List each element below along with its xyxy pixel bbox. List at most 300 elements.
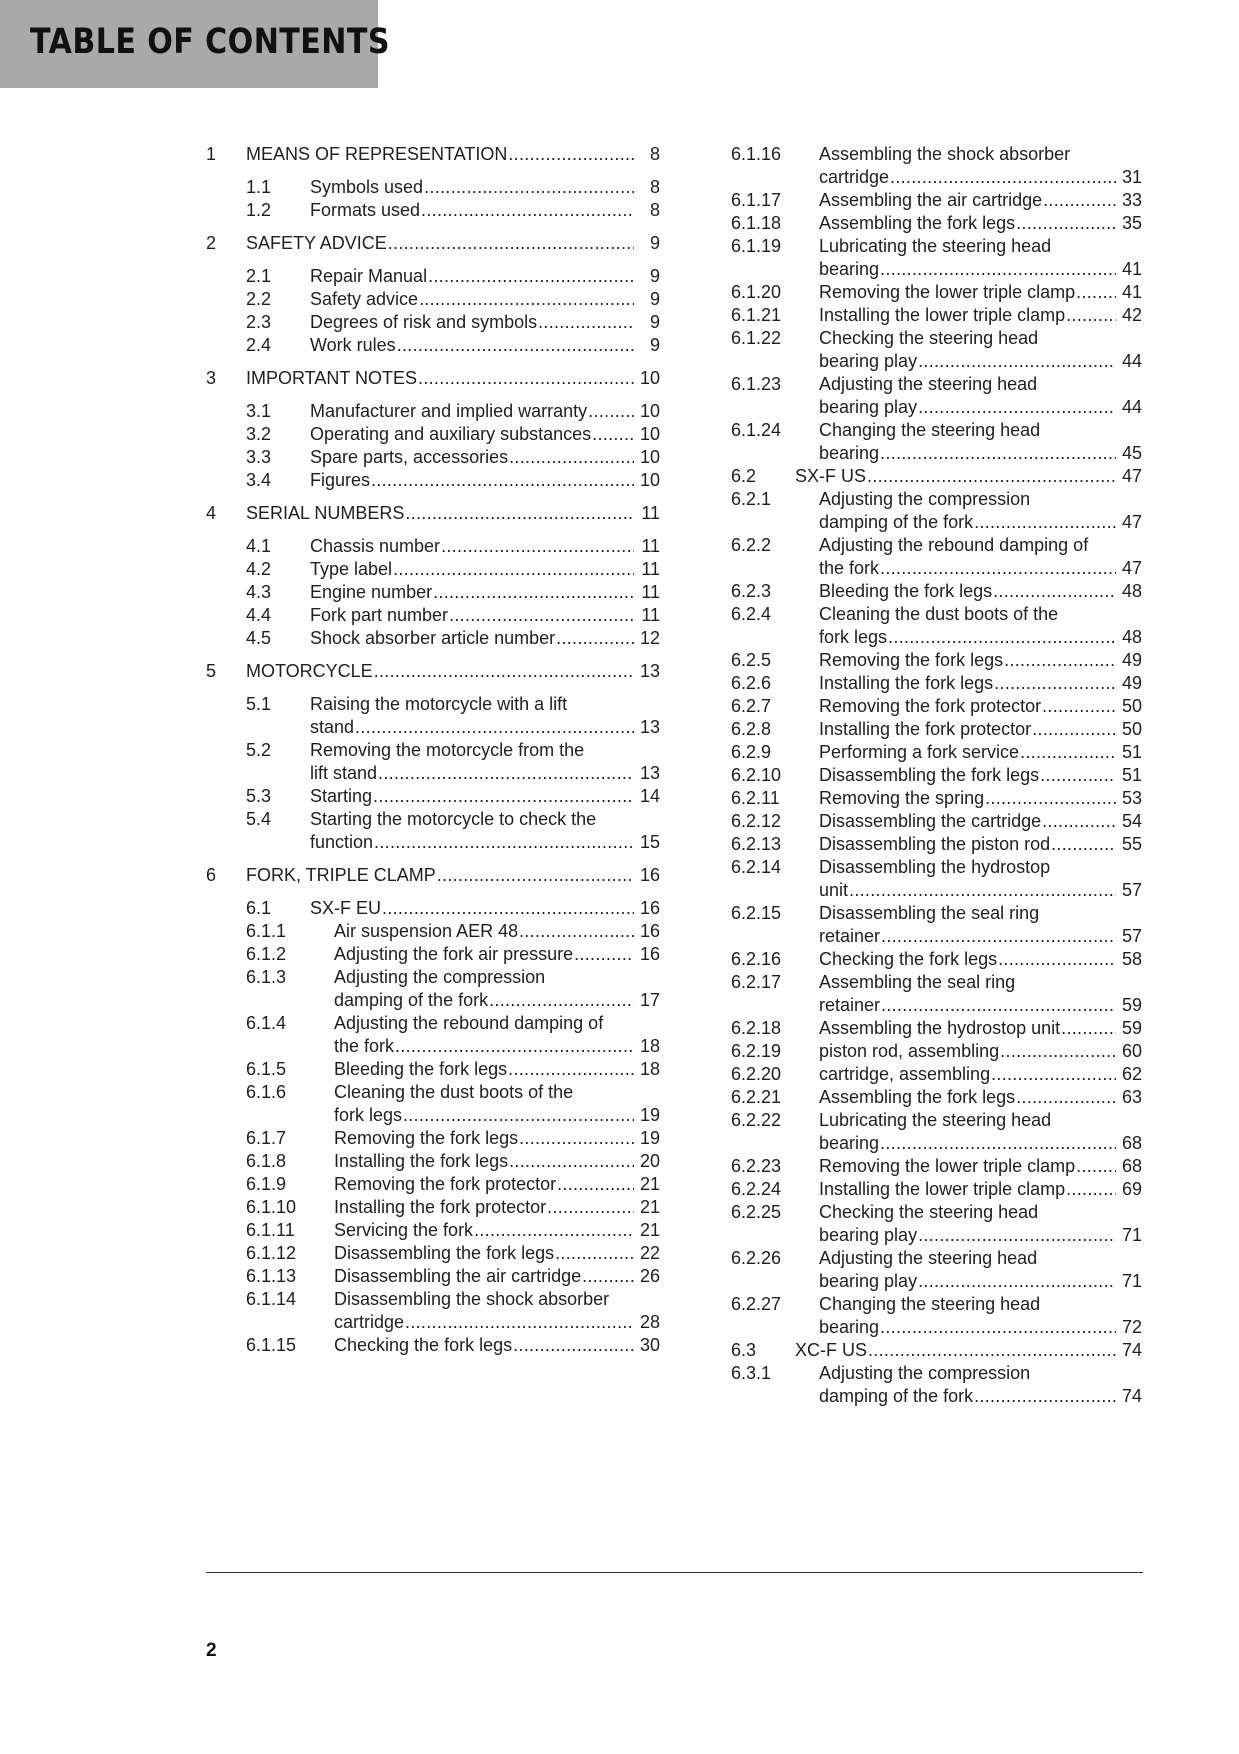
toc-entry-title: Figures — [310, 470, 371, 490]
toc-entry-title: Adjusting the steering head — [819, 1248, 1038, 1268]
toc-entry[interactable] — [731, 304, 1142, 327]
toc-entry-page: 10 — [639, 447, 660, 467]
dot-leader — [509, 1150, 634, 1173]
toc-entry-number: 3 — [206, 368, 217, 388]
toc-entry[interactable] — [206, 660, 660, 683]
toc-entry-page: 9 — [649, 233, 660, 253]
toc-entry[interactable] — [731, 856, 1142, 902]
dot-leader — [397, 334, 634, 357]
dot-leader — [519, 1127, 634, 1150]
toc-entry-page: 17 — [639, 990, 660, 1010]
toc-entry-title: FORK, TRIPLE CLAMP — [246, 865, 436, 885]
toc-entry-page: 9 — [649, 335, 660, 355]
toc-entry-page: 15 — [639, 832, 660, 852]
toc-entry-title: Assembling the hydrostop unit — [819, 1018, 1061, 1038]
toc-entry-page: 22 — [639, 1243, 660, 1263]
toc-entry-title: Engine number — [310, 582, 433, 602]
toc-entry[interactable] — [206, 232, 660, 255]
dot-leader — [588, 400, 634, 423]
dot-leader — [403, 1104, 634, 1127]
toc-entry[interactable] — [731, 373, 1142, 419]
toc-entry[interactable] — [731, 787, 1142, 810]
toc-entry[interactable] — [731, 1178, 1142, 1201]
toc-entry-title: cartridge, assembling — [819, 1064, 991, 1084]
toc-entry-page: 8 — [649, 200, 660, 220]
toc-entry-title: Installing the fork protector — [819, 719, 1032, 739]
toc-entry-title: Adjusting the rebound damping of — [819, 535, 1089, 555]
toc-entry-page: 21 — [639, 1197, 660, 1217]
toc-entry-number: 3.1 — [246, 401, 272, 421]
toc-entry[interactable] — [206, 423, 660, 446]
toc-entry-number: 6.1.19 — [731, 236, 782, 256]
toc-entry-number: 5.3 — [246, 786, 272, 806]
toc-entry-number: 6.1.3 — [246, 967, 287, 987]
dot-leader — [918, 1270, 1116, 1293]
toc-entry-title-cont: fork legs — [819, 627, 888, 647]
toc-entry-number: 6.1.1 — [246, 921, 287, 941]
toc-entry[interactable] — [206, 367, 660, 390]
toc-entry[interactable] — [731, 1109, 1142, 1155]
toc-entry-title-cont: stand — [310, 717, 355, 737]
toc-entry[interactable] — [206, 1127, 660, 1150]
toc-entry-page: 41 — [1121, 282, 1142, 302]
toc-entry-title: Assembling the air cartridge — [819, 190, 1043, 210]
dot-leader — [509, 446, 634, 469]
toc-entry-title-cont: bearing — [819, 259, 880, 279]
toc-entry[interactable] — [731, 580, 1142, 603]
toc-entry-title: Removing the spring — [819, 788, 985, 808]
toc-entry[interactable] — [206, 558, 660, 581]
toc-entry-title: Cleaning the dust boots of the — [334, 1082, 574, 1102]
dot-leader — [1040, 764, 1116, 787]
toc-entry[interactable] — [206, 446, 660, 469]
toc-entry-title: Raising the motorcycle with a lift — [310, 694, 568, 714]
toc-entry-title: piston rod, assembling — [819, 1041, 1000, 1061]
toc-entry-page: 19 — [639, 1128, 660, 1148]
dot-leader — [441, 535, 634, 558]
toc-entry-title-cont: bearing — [819, 1133, 880, 1153]
dot-leader — [918, 396, 1116, 419]
toc-entry-number: 2.3 — [246, 312, 272, 332]
toc-entry-page: 16 — [639, 865, 660, 885]
dot-leader — [918, 1224, 1116, 1247]
toc-entry-number: 4.4 — [246, 605, 272, 625]
toc-entry-number: 4.1 — [246, 536, 272, 556]
toc-entry-page: 13 — [639, 763, 660, 783]
toc-entry-number: 6.2.20 — [731, 1064, 782, 1084]
toc-entry[interactable] — [206, 1242, 660, 1265]
toc-entry[interactable] — [206, 199, 660, 222]
toc-entry[interactable] — [206, 1219, 660, 1242]
toc-entry-page: 50 — [1121, 719, 1142, 739]
dot-leader — [433, 581, 634, 604]
toc-entry[interactable] — [731, 419, 1142, 465]
toc-entry-number: 6.1.18 — [731, 213, 782, 233]
toc-entry[interactable] — [731, 235, 1142, 281]
toc-entry-title: Performing a fork service — [819, 742, 1020, 762]
toc-entry-title-cont: retainer — [819, 926, 881, 946]
toc-entry[interactable] — [731, 488, 1142, 534]
toc-entry-number: 3.3 — [246, 447, 272, 467]
toc-entry-title: Disassembling the seal ring — [819, 903, 1040, 923]
toc-entry[interactable] — [206, 400, 660, 423]
toc-entry-number: 6.2.19 — [731, 1041, 782, 1061]
toc-entry-title: Formats used — [310, 200, 421, 220]
toc-entry-title-cont: damping of the fork — [334, 990, 489, 1010]
dot-leader — [424, 176, 634, 199]
toc-entry[interactable] — [206, 627, 660, 650]
toc-entry-title-cont: retainer — [819, 995, 881, 1015]
toc-entry[interactable] — [731, 902, 1142, 948]
toc-entry-number: 6.2.14 — [731, 857, 782, 877]
dot-leader — [881, 925, 1116, 948]
toc-entry[interactable] — [206, 1196, 660, 1219]
toc-entry[interactable] — [206, 143, 660, 166]
toc-entry-title: Type label — [310, 559, 393, 579]
dot-leader — [405, 502, 634, 525]
page-title: TABLE OF CONTENTS — [30, 22, 390, 62]
toc-entry[interactable] — [206, 311, 660, 334]
toc-entry-number: 5 — [206, 661, 217, 681]
toc-entry-number: 5.4 — [246, 809, 272, 829]
dot-leader — [393, 558, 634, 581]
dot-leader — [993, 580, 1116, 603]
toc-entry[interactable] — [206, 1334, 660, 1357]
toc-entry-number: 2 — [206, 233, 217, 253]
footer-rule — [206, 1572, 1143, 1573]
toc-entry-page: 42 — [1121, 305, 1142, 325]
toc-entry-title: Checking the steering head — [819, 1202, 1039, 1222]
toc-entry[interactable] — [731, 1155, 1142, 1178]
toc-entry-page: 10 — [639, 424, 660, 444]
dot-leader — [374, 660, 634, 683]
toc-entry-number: 1.1 — [246, 177, 272, 197]
toc-entry-number: 6.1.9 — [246, 1174, 287, 1194]
dot-leader — [1051, 833, 1116, 856]
toc-entry-title-cont: bearing play — [819, 1271, 918, 1291]
toc-left-column — [206, 143, 660, 1357]
toc-entry[interactable] — [206, 943, 660, 966]
dot-leader — [1042, 810, 1116, 833]
dot-leader — [1043, 189, 1116, 212]
toc-entry-title: Disassembling the hydrostop — [819, 857, 1051, 877]
toc-entry-page: 9 — [649, 266, 660, 286]
toc-entry-number: 6.1.17 — [731, 190, 782, 210]
toc-entry-page: 33 — [1121, 190, 1142, 210]
dot-leader — [880, 442, 1116, 465]
toc-entry[interactable] — [206, 288, 660, 311]
dot-leader — [373, 785, 634, 808]
toc-entry[interactable] — [731, 1362, 1142, 1408]
toc-entry-number: 6.2.10 — [731, 765, 782, 785]
toc-entry[interactable] — [731, 1040, 1142, 1063]
dot-leader — [890, 166, 1116, 189]
toc-entry-title: Lubricating the steering head — [819, 236, 1052, 256]
toc-entry-page: 57 — [1121, 880, 1142, 900]
toc-entry-title: SX-F US — [795, 466, 867, 486]
toc-entry-number: 3.2 — [246, 424, 272, 444]
toc-entry[interactable] — [731, 603, 1142, 649]
toc-entry-title: Fork part number — [310, 605, 449, 625]
toc-entry-number: 6.1.10 — [246, 1197, 297, 1217]
toc-entry[interactable] — [206, 1288, 660, 1334]
toc-entry-page: 18 — [639, 1059, 660, 1079]
dot-leader — [428, 265, 634, 288]
dot-leader — [985, 787, 1116, 810]
toc-entry[interactable] — [731, 212, 1142, 235]
toc-entry-title-cont: the fork — [819, 558, 880, 578]
toc-entry-title-cont: the fork — [334, 1036, 395, 1056]
toc-entry-title: Chassis number — [310, 536, 441, 556]
toc-entry-number: 6.2.7 — [731, 696, 772, 716]
toc-entry[interactable] — [731, 833, 1142, 856]
toc-entry[interactable] — [206, 897, 660, 920]
dot-leader — [974, 511, 1116, 534]
toc-entry[interactable] — [206, 808, 660, 854]
toc-entry-title: Assembling the seal ring — [819, 972, 1016, 992]
toc-entry-title: Assembling the shock absorber — [819, 144, 1071, 164]
toc-entry-title: SAFETY ADVICE — [246, 233, 387, 253]
toc-entry-page: 13 — [639, 717, 660, 737]
toc-entry-number: 6.2.6 — [731, 673, 772, 693]
dot-leader — [1076, 281, 1116, 304]
toc-entry-number: 5.2 — [246, 740, 272, 760]
toc-entry-page: 69 — [1121, 1179, 1142, 1199]
toc-entry-page: 11 — [641, 503, 660, 523]
toc-entry[interactable] — [206, 469, 660, 492]
toc-entry[interactable] — [206, 1150, 660, 1173]
toc-entry-number: 6.2.26 — [731, 1248, 782, 1268]
dot-leader — [880, 258, 1116, 281]
toc-entry-number: 6.1.8 — [246, 1151, 287, 1171]
toc-entry[interactable] — [731, 1339, 1142, 1362]
toc-entry-page: 63 — [1121, 1087, 1142, 1107]
toc-entry-title-cont: unit — [819, 880, 849, 900]
toc-entry-number: 6.1 — [246, 898, 272, 918]
toc-entry[interactable] — [206, 864, 660, 887]
dot-leader — [519, 920, 634, 943]
toc-entry-number: 6.2.9 — [731, 742, 772, 762]
dot-leader — [547, 1196, 634, 1219]
toc-entry-page: 74 — [1121, 1340, 1142, 1360]
toc-entry-title: Servicing the fork — [334, 1220, 474, 1240]
toc-entry-title: Adjusting the fork air pressure — [334, 944, 574, 964]
toc-entry[interactable] — [206, 502, 660, 525]
toc-entry-title: Disassembling the fork legs — [819, 765, 1040, 785]
toc-entry-number: 4.3 — [246, 582, 272, 602]
toc-entry-number: 6.1.6 — [246, 1082, 287, 1102]
toc-entry[interactable] — [206, 1058, 660, 1081]
toc-entry[interactable] — [206, 920, 660, 943]
toc-entry-page: 53 — [1121, 788, 1142, 808]
toc-entry-title: Disassembling the air cartridge — [334, 1266, 582, 1286]
toc-entry[interactable] — [206, 604, 660, 627]
toc-entry-page: 72 — [1121, 1317, 1142, 1337]
dot-leader — [474, 1219, 634, 1242]
toc-entry-title: Removing the lower triple clamp — [819, 1156, 1076, 1176]
toc-entry[interactable] — [731, 695, 1142, 718]
dot-leader — [881, 994, 1116, 1017]
toc-entry-number: 6.2.22 — [731, 1110, 782, 1130]
toc-entry-title-cont: lift stand — [310, 763, 378, 783]
toc-entry-title: Adjusting the compression — [819, 489, 1031, 509]
toc-entry[interactable] — [731, 649, 1142, 672]
dot-leader — [378, 762, 634, 785]
toc-entry-title: Removing the fork protector — [334, 1174, 557, 1194]
dot-leader — [1066, 304, 1116, 327]
dot-leader — [437, 864, 634, 887]
toc-entry[interactable] — [731, 534, 1142, 580]
toc-entry[interactable] — [731, 718, 1142, 741]
toc-entry-page: 44 — [1121, 351, 1142, 371]
toc-entry-page: 16 — [639, 921, 660, 941]
toc-entry[interactable] — [731, 281, 1142, 304]
toc-entry[interactable] — [731, 764, 1142, 787]
toc-entry-title: IMPORTANT NOTES — [246, 368, 418, 388]
toc-entry-title-cont: bearing — [819, 1317, 880, 1337]
toc-entry-number: 2.1 — [246, 266, 272, 286]
toc-entry-title: Removing the fork legs — [334, 1128, 519, 1148]
toc-entry-title-cont: bearing play — [819, 351, 918, 371]
toc-entry[interactable] — [206, 1012, 660, 1058]
toc-entry[interactable] — [731, 465, 1142, 488]
toc-entry-number: 6.2.27 — [731, 1294, 782, 1314]
toc-entry[interactable] — [731, 1201, 1142, 1247]
toc-entry-title: Spare parts, accessories — [310, 447, 509, 467]
toc-entry-title: Adjusting the rebound damping of — [334, 1013, 604, 1033]
toc-entry-number: 6.2.13 — [731, 834, 782, 854]
toc-entry-title: Removing the fork legs — [819, 650, 1004, 670]
toc-entry-title: Manufacturer and implied warranty — [310, 401, 588, 421]
toc-entry-title: SERIAL NUMBERS — [246, 503, 405, 523]
toc-entry-page: 18 — [639, 1036, 660, 1056]
toc-entry-page: 9 — [649, 312, 660, 332]
toc-entry-page: 47 — [1121, 512, 1142, 532]
toc-entry-number: 6.1.12 — [246, 1243, 297, 1263]
toc-entry-page: 16 — [639, 944, 660, 964]
dot-leader — [489, 989, 634, 1012]
toc-entry[interactable] — [206, 1081, 660, 1127]
toc-entry-page: 10 — [639, 470, 660, 490]
toc-entry[interactable] — [206, 265, 660, 288]
toc-entry[interactable] — [206, 176, 660, 199]
toc-entry-title: MEANS OF REPRESENTATION — [246, 144, 508, 164]
toc-entry[interactable] — [206, 785, 660, 808]
toc-entry[interactable] — [206, 581, 660, 604]
toc-entry-number: 6.2.25 — [731, 1202, 782, 1222]
toc-entry-page: 62 — [1121, 1064, 1142, 1084]
toc-entry[interactable] — [206, 693, 660, 739]
dot-leader — [994, 672, 1116, 695]
toc-entry-page: 49 — [1121, 673, 1142, 693]
toc-entry-title-cont: bearing — [819, 443, 880, 463]
toc-entry-number: 6.2.16 — [731, 949, 782, 969]
toc-entry[interactable] — [731, 948, 1142, 971]
dot-leader — [974, 1385, 1116, 1408]
toc-entry[interactable] — [731, 672, 1142, 695]
toc-entry-number: 6.2.2 — [731, 535, 772, 555]
dot-leader — [1020, 741, 1116, 764]
toc-entry-page: 49 — [1121, 650, 1142, 670]
toc-entry-title: Safety advice — [310, 289, 419, 309]
toc-entry[interactable] — [731, 1086, 1142, 1109]
dot-leader — [1076, 1155, 1116, 1178]
dot-leader — [582, 1265, 634, 1288]
toc-entry-number: 6.1.23 — [731, 374, 782, 394]
toc-entry[interactable] — [731, 971, 1142, 1017]
toc-entry-number: 6 — [206, 865, 217, 885]
toc-entry-number: 1 — [206, 144, 217, 164]
toc-entry-number: 5.1 — [246, 694, 272, 714]
toc-entry-title: Air suspension AER 48 — [334, 921, 519, 941]
toc-entry-page: 41 — [1121, 259, 1142, 279]
toc-entry-number: 6.1.15 — [246, 1335, 297, 1355]
dot-leader — [867, 465, 1116, 488]
toc-entry-number: 6.2.1 — [731, 489, 772, 509]
toc-entry-title-cont: function — [310, 832, 374, 852]
toc-entry-page: 31 — [1121, 167, 1142, 187]
toc-entry[interactable] — [731, 189, 1142, 212]
toc-entry-title: Removing the motorcycle from the — [310, 740, 585, 760]
dot-leader — [1000, 1040, 1116, 1063]
toc-entry[interactable] — [731, 143, 1142, 189]
dot-leader — [592, 423, 634, 446]
toc-entry-title: Checking the fork legs — [334, 1335, 513, 1355]
toc-entry-number: 6.2.24 — [731, 1179, 782, 1199]
toc-entry[interactable] — [731, 327, 1142, 373]
dot-leader — [555, 1242, 634, 1265]
toc-entry[interactable] — [206, 739, 660, 785]
toc-entry[interactable] — [206, 1265, 660, 1288]
dot-leader — [513, 1334, 634, 1357]
toc-entry[interactable] — [731, 741, 1142, 764]
toc-entry[interactable] — [731, 1247, 1142, 1293]
toc-entry-page: 59 — [1121, 995, 1142, 1015]
toc-entry[interactable] — [731, 1017, 1142, 1040]
header-tab — [0, 0, 390, 88]
toc-entry-title: Removing the lower triple clamp — [819, 282, 1076, 302]
toc-entry[interactable] — [206, 334, 660, 357]
toc-entry-page: 13 — [639, 661, 660, 681]
toc-entry-page: 14 — [639, 786, 660, 806]
toc-entry[interactable] — [206, 535, 660, 558]
toc-entry-number: 6.2.4 — [731, 604, 772, 624]
toc-entry-title-cont: cartridge — [819, 167, 890, 187]
toc-entry[interactable] — [731, 1293, 1142, 1339]
toc-entry-page: 10 — [639, 401, 660, 421]
toc-entry-title: Cleaning the dust boots of the — [819, 604, 1059, 624]
toc-entry[interactable] — [206, 966, 660, 1012]
toc-right-column — [731, 143, 1142, 1408]
dot-leader — [1004, 649, 1116, 672]
toc-entry-page: 21 — [639, 1174, 660, 1194]
toc-entry-page: 68 — [1121, 1156, 1142, 1176]
dot-leader — [382, 897, 634, 920]
toc-entry-page: 20 — [639, 1151, 660, 1171]
toc-entry[interactable] — [731, 810, 1142, 833]
dot-leader — [508, 1058, 634, 1081]
toc-entry-number: 6.1.14 — [246, 1289, 297, 1309]
toc-entry-title: Removing the fork protector — [819, 696, 1042, 716]
toc-entry[interactable] — [206, 1173, 660, 1196]
toc-entry-page: 35 — [1121, 213, 1142, 233]
toc-entry-page: 45 — [1121, 443, 1142, 463]
dot-leader — [374, 831, 634, 854]
toc-entry-number: 6.1.4 — [246, 1013, 287, 1033]
dot-leader — [405, 1311, 634, 1334]
toc-entry[interactable] — [731, 1063, 1142, 1086]
dot-leader — [998, 948, 1116, 971]
